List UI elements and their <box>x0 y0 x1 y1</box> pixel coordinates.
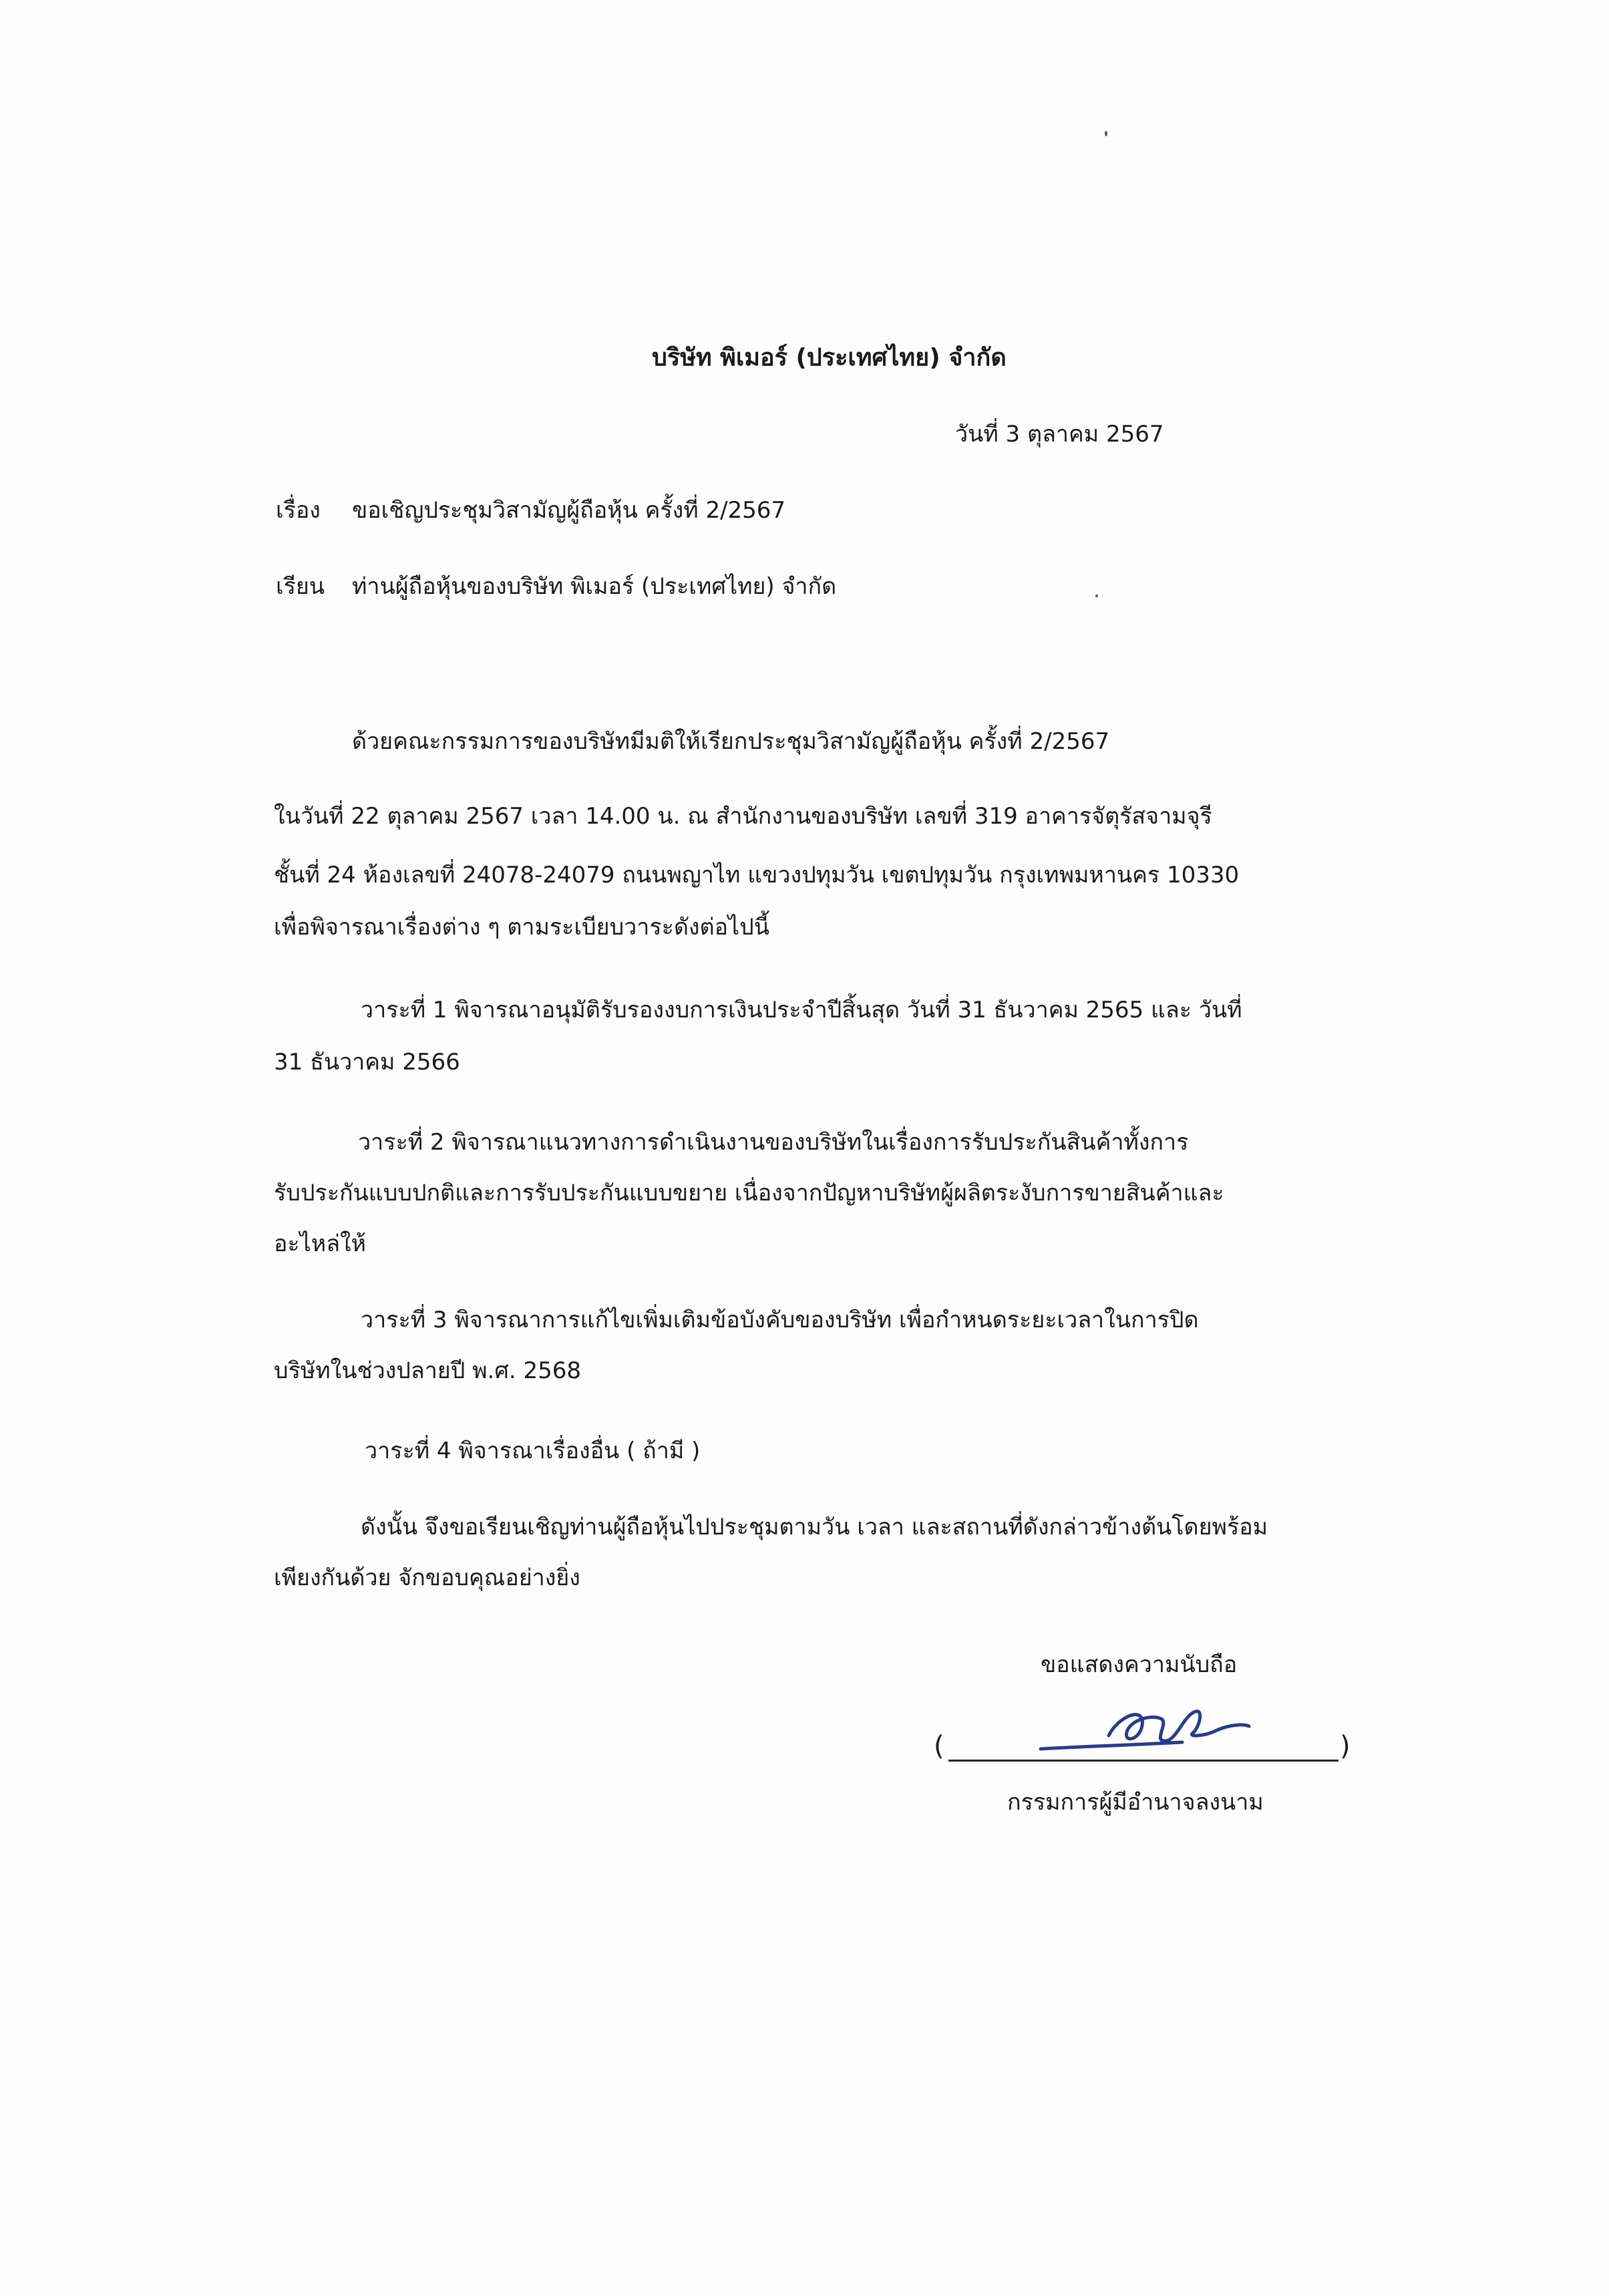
agenda-item-2-line: อะไหล่ให้ <box>274 1231 367 1257</box>
closing-line: ดังนั้น จึงขอเรียนเชิญท่านผู้ถือหุ้นไปประชุมตามวัน เวลา และสถานที่ดังกล่าวข้างต้นโดยพร้อม <box>361 1514 1268 1540</box>
agenda-item-1-line: วาระที่ 1 พิจารณาอนุมัติรับรองงบการเงินประจำปีสิ้นสุด วันที่ 31 ธันวาคม 2565 และ วันที่ <box>361 997 1242 1023</box>
signatory-title: กรรมการผู้มีอำนาจลงนาม <box>1007 1789 1264 1816</box>
complimentary-close: ขอแสดงความนับถือ <box>1041 1651 1238 1678</box>
scan-speck <box>1105 131 1107 136</box>
agenda-item-3-line: บริษัทในช่วงปลายปี พ.ศ. 2568 <box>274 1357 582 1384</box>
body-line: ด้วยคณะกรรมการของบริษัทมีมติให้เรียกประชุมวิสามัญผู้ถือหุ้น ครั้งที่ 2/2567 <box>352 728 1110 755</box>
closing-line: เพียงกันด้วย จักขอบคุณอย่างยิ่ง <box>274 1565 580 1591</box>
subject-label: เรื่อง <box>276 497 321 524</box>
signature-line <box>948 1760 1338 1762</box>
letter-date: วันที่ 3 ตุลาคม 2567 <box>955 421 1164 448</box>
signature-paren-open: ( <box>934 1731 944 1762</box>
handwritten-signature <box>1029 1689 1269 1762</box>
scan-speck <box>1095 595 1098 597</box>
agenda-item-3-line: วาระที่ 3 พิจารณาการแก้ไขเพิ่มเติมข้อบังคับของบริษัท เพื่อกำหนดระยะเวลาในการปิด <box>361 1307 1199 1333</box>
agenda-item-4-line: วาระที่ 4 พิจารณาเรื่องอื่น ( ถ้ามี ) <box>365 1438 701 1464</box>
salutation-text: ท่านผู้ถือหุ้นของบริษัท พิเมอร์ (ประเทศไทย) จำกัด <box>352 573 837 600</box>
signature-paren-close: ) <box>1340 1731 1351 1762</box>
subject-text: ขอเชิญประชุมวิสามัญผู้ถือหุ้น ครั้งที่ 2/2567 <box>352 497 786 524</box>
company-title: บริษัท พิเมอร์ (ประเทศไทย) จำกัด <box>652 344 1007 371</box>
body-line: ในวันที่ 22 ตุลาคม 2567 เวลา 14.00 น. ณ สำนักงานของบริษัท เลขที่ 319 อาคารจัตุรัสจามจุรี <box>274 803 1212 830</box>
agenda-item-2-line: รับประกันแบบปกติและการรับประกันแบบขยาย เนื่องจากปัญหาบริษัทผู้ผลิตระงับการขายสินค้าและ <box>274 1180 1224 1206</box>
agenda-item-1-line: 31 ธันวาคม 2566 <box>274 1049 460 1076</box>
body-line: เพื่อพิจารณาเรื่องต่าง ๆ ตามระเบียบวาระดังต่อไปนี้ <box>274 914 769 941</box>
salutation-label: เรียน <box>276 573 325 600</box>
agenda-item-2-line: วาระที่ 2 พิจารณาแนวทางการดำเนินงานของบริษัทในเรื่องการรับประกันสินค้าทั้งการ <box>358 1129 1189 1156</box>
body-line: ชั้นที่ 24 ห้องเลขที่ 24078-24079 ถนนพญาไท แขวงปทุมวัน เขตปทุมวัน กรุงเทพมหานคร 10330 <box>274 862 1240 888</box>
